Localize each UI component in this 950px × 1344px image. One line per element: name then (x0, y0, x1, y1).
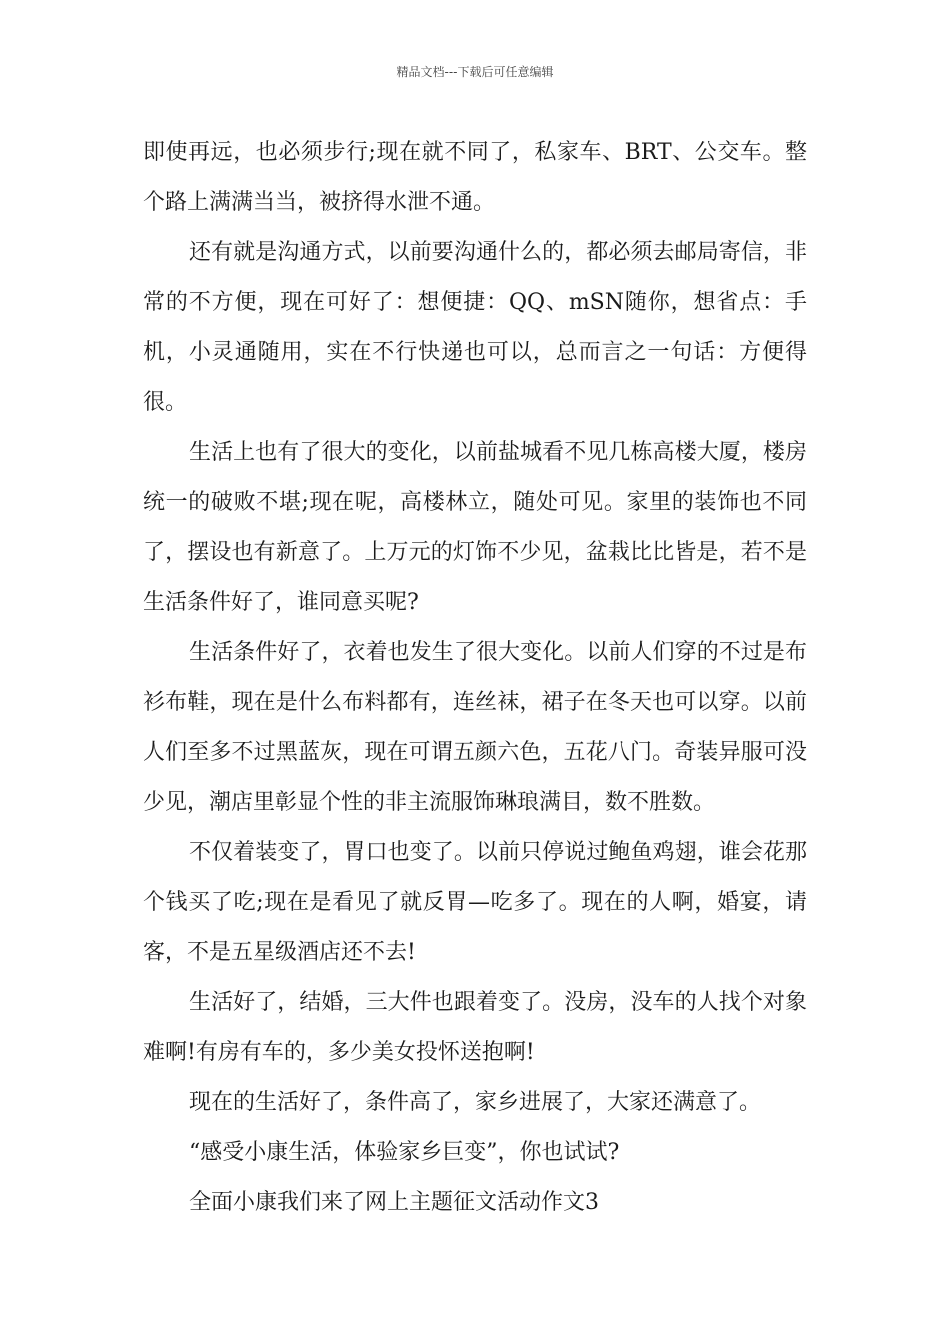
page-header: 精品文档---下载后可任意编辑 (396, 65, 554, 79)
paragraph-2: 还有就是沟通方式，以前要沟通什么的，都必须去邮局寄信，非常的不方便，现在可好了：想便捷：QQ、mSN随你，想省点：手机，小灵通随用，实在不行快递也可以，总而言之一句话：方便得很。 (143, 240, 807, 415)
paragraph-4: 生活条件好了，衣着也发生了很大变化。以前人们穿的不过是布衫布鞋，现在是什么布料都有，连丝袜，裙子在冬天也可以穿。以前人们至多不过黑蓝灰，现在可谓五颜六色，五花八门。奇装异服可没少见，潮店里彰显个性的非主流服饰琳琅满目，数不胜数。 (143, 640, 807, 815)
paragraph-6: 生活好了，结婚，三大件也跟着变了。没房，没车的人找个对象难啊!有房有车的，多少美女投怀送抱啊! (143, 990, 807, 1065)
paragraph-3: 生活上也有了很大的变化，以前盐城看不见几栋高楼大厦，楼房统一的破败不堪;现在呢，高楼林立，随处可见。家里的装饰也不同了，摆设也有新意了。上万元的灯饰不少见，盆栽比比皆是，若不是生活条件好了，谁同意买呢? (143, 440, 807, 615)
paragraph-9: 全面小康我们来了网上主题征文活动作文3 (189, 1190, 599, 1215)
paragraph-5: 不仅着装变了，胃口也变了。以前只停说过鲍鱼鸡翅，谁会花那个钱买了吃;现在是看见了就反胃—吃多了。现在的人啊，婚宴，请客，不是五星级酒店还不去! (143, 840, 807, 965)
document-body (143, 128, 807, 1228)
paragraph-8: “感受小康生活，体验家乡巨变”，你也试试? (189, 1140, 620, 1165)
paragraph-7: 现在的生活好了，条件高了，家乡进展了，大家还满意了。 (189, 1090, 762, 1115)
paragraph-1: 即使再远，也必须步行;现在就不同了，私家车、BRT、公交车。整个路上满满当当，被挤得水泄不通。 (143, 140, 807, 215)
